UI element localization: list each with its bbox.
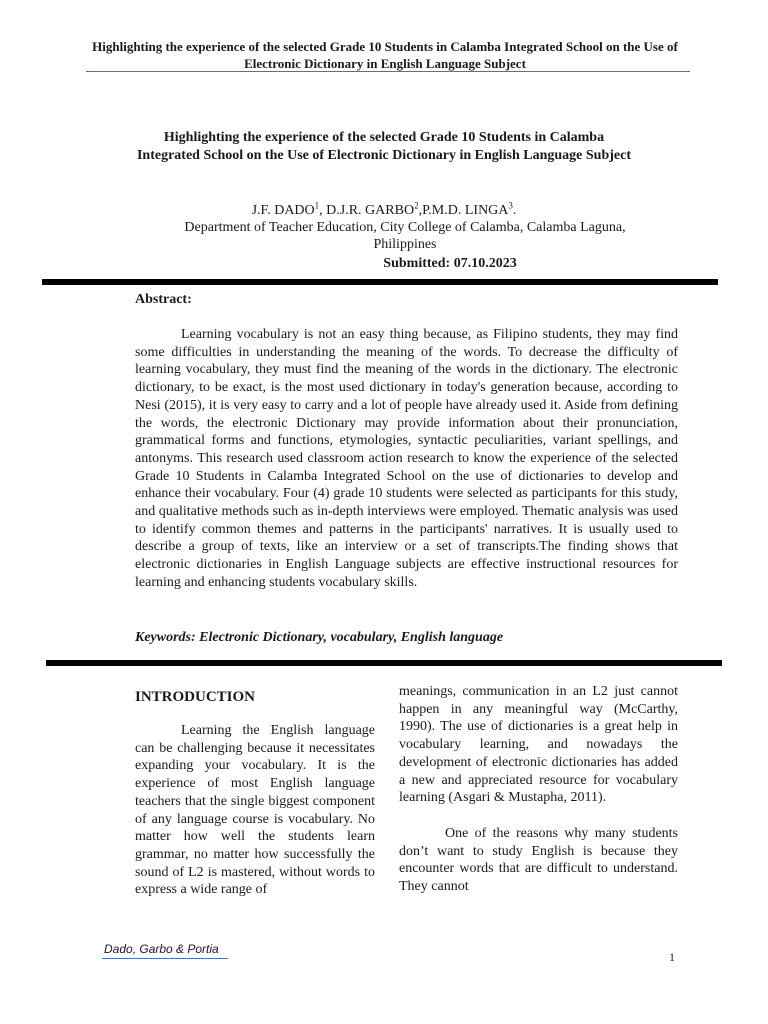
abstract-heading: Abstract:	[135, 292, 192, 307]
author-2: , D.J.R. GARBO	[319, 203, 415, 218]
introduction-paragraph-1: Learning the English language can be challenging because it necessitates expanding your vocabulary. It is the experience of most English language teachers that the single biggest component of any language course is vocabulary. No matter how well the students learn grammar, no matter how successfully the sound of L2 is mastered, without words to express a wide range of	[135, 723, 375, 898]
introduction-heading: INTRODUCTION	[135, 689, 256, 705]
author-list	[100, 202, 668, 219]
footer-authors: Dado, Garbo & Portia	[104, 942, 219, 956]
footer-divider	[102, 958, 228, 959]
introduction-paragraph-2: One of the reasons why many students don’t want to study English is because they encounter words that are difficult to understand. They cannot	[399, 825, 678, 895]
header-divider	[86, 71, 690, 72]
author-1-affiliation: 1	[314, 200, 320, 211]
introduction-paragraph-1-continued: meanings, communication in an L2 just cannot happen in any meaningful way (McCarthy, 1990). The use of dictionaries is a great help in vocabulary learning, and nowadays the development of electronic dictionaries has added a new and appreciated resource for vocabulary learning (Asgari & Mustapha, 2011).	[399, 684, 678, 806]
abstract-body: Learning vocabulary is not an easy thing because, as Filipino students, they may find some difficulties in understanding the meaning of the words. To decrease the difficulty of learning vocabulary, they must find the meaning of the words in the dictionary. The electronic dictionary, to be exact, is the most used dictionary in today's generation because, according to Nesi (2015), it is very easy to carry and a lot of people have already used it. Aside from defining the words, the electronic Dictionary may provide information about their pronunciation, grammatical forms and functions, etymologies, syntactic peculiarities, variant spellings, and antonyms. This research used classroom action research to know the experience of the selected Grade 10 Students in Calamba Integrated School on the use of dictionaries to develop and enhance their vocabulary. Four (4) grade 10 students were selected as participants for this study, and qualitative methods such as in-depth interviews were employed. Thematic analysis was used to identify common themes and patterns in the participants' narratives. It is usually used to describe a group of texts, like an interview or a set of transcripts.The finding shows that electronic dictionaries in English Language subjects are effective instructional resources for learning and enhancing students vocabulary skills.	[135, 327, 678, 590]
section-divider-bottom	[46, 660, 722, 666]
author-list-end: .	[512, 203, 517, 218]
page-number: 1	[669, 950, 675, 964]
affiliation-line-2: Philippines	[373, 237, 437, 252]
running-header	[60, 38, 710, 72]
author-3-affiliation: 3	[508, 200, 513, 211]
left-column	[135, 688, 375, 899]
title-line-1: Highlighting the experience of the selected Grade 10 Students in Calamba	[163, 130, 605, 145]
affiliation-line-1: Department of Teacher Education, City College of Calamba, Calamba Laguna,	[184, 220, 626, 235]
running-header-line-2: Electronic Dictionary in English Language Subject	[244, 56, 526, 71]
paper-title	[100, 129, 668, 165]
section-divider-top	[42, 279, 718, 285]
affiliation	[150, 219, 660, 253]
right-column	[399, 683, 678, 896]
author-1: J.F. DADO	[251, 203, 315, 218]
author-2-affiliation: 2	[414, 200, 419, 211]
title-line-2: Integrated School on the Use of Electronic Dictionary in English Language Subject	[136, 148, 632, 163]
keywords: Keywords: Electronic Dictionary, vocabulary, English language	[135, 630, 504, 645]
author-3: ,P.M.D. LINGA	[418, 203, 509, 218]
submission-date: Submitted: 07.10.2023	[383, 256, 517, 271]
running-header-line-1: Highlighting the experience of the selected Grade 10 Students in Calamba Integrated School on the Use of	[92, 39, 678, 54]
